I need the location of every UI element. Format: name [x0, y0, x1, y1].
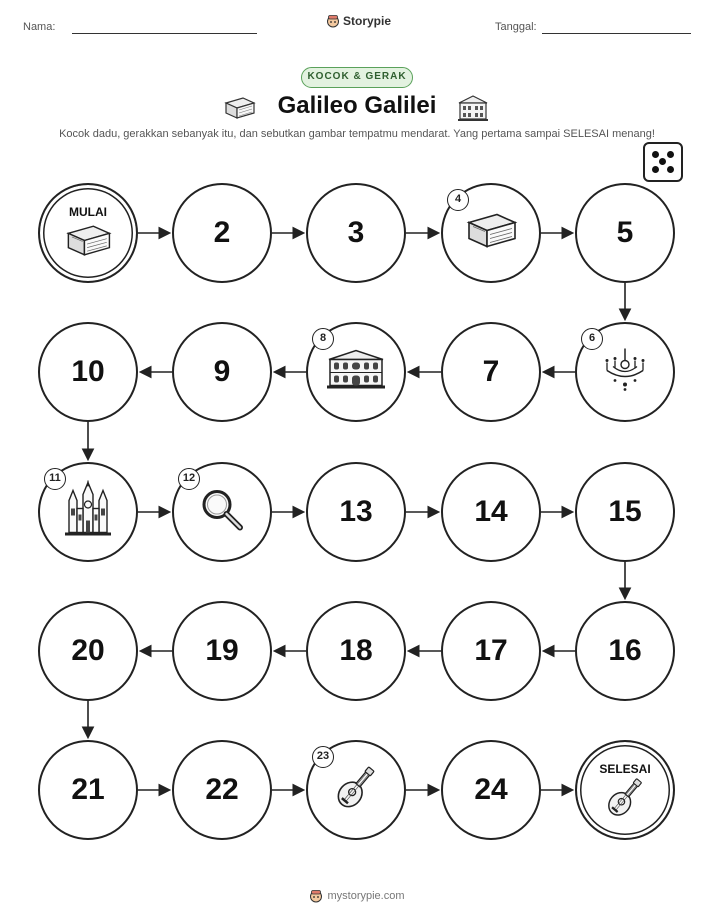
board-space-21	[38, 740, 138, 840]
space-number: 16	[608, 634, 642, 667]
space-number: 3	[347, 216, 365, 249]
board-space-22	[172, 740, 272, 840]
footer-site: mystorypie.com	[327, 890, 405, 902]
cathedral-icon	[62, 481, 114, 544]
space-number: 20	[71, 634, 105, 667]
space-number-badge: 6	[581, 328, 603, 350]
board-space-9	[172, 322, 272, 422]
board-space-16	[575, 601, 675, 701]
board-space-15	[575, 462, 675, 562]
space-number: 24	[474, 773, 508, 806]
activity-badge: KOCOK & GERAK	[301, 67, 413, 88]
page-title: Galileo Galilei	[277, 92, 437, 119]
space-number: 13	[339, 495, 373, 528]
board-space-17	[441, 601, 541, 701]
space-number-badge: 4	[447, 189, 469, 211]
palace-icon	[325, 348, 387, 397]
space-number: 21	[71, 773, 105, 806]
space-number-badge: 12	[178, 468, 200, 490]
board-space-4	[441, 183, 541, 283]
start-space	[38, 183, 138, 283]
space-number: 7	[482, 355, 500, 388]
board-space-19	[172, 601, 272, 701]
board-space-7	[441, 322, 541, 422]
brand-name: Storypie	[343, 14, 392, 28]
space-number: 9	[213, 355, 231, 388]
board-space-6	[575, 322, 675, 422]
name-label: Nama:	[23, 21, 56, 33]
space-number-badge: 23	[312, 746, 334, 768]
instructions: Kocok dadu, gerakkan sebanyak itu, dan sebutkan gambar tempatmu mendarat. Yang pertama sampai SELESAI menang!	[59, 128, 655, 140]
lute-icon	[603, 772, 647, 827]
space-number: 18	[339, 634, 373, 667]
board-space-10	[38, 322, 138, 422]
space-number: 5	[616, 216, 634, 249]
lute-icon	[332, 763, 380, 818]
board-space-18	[306, 601, 406, 701]
footer	[0, 889, 714, 903]
board-space-8	[306, 322, 406, 422]
magnifying-glass-icon	[198, 486, 246, 539]
space-number: 10	[71, 355, 105, 388]
start-label: MULAI	[69, 205, 107, 219]
storypie-mascot-icon	[309, 889, 323, 903]
board-space-24	[441, 740, 541, 840]
board-space-12	[172, 462, 272, 562]
board-space-3	[306, 183, 406, 283]
book-icon	[463, 209, 519, 258]
board-space-11	[38, 462, 138, 562]
finish-space	[575, 740, 675, 840]
board-space-5	[575, 183, 675, 283]
space-number: 2	[213, 216, 231, 249]
board-space-23	[306, 740, 406, 840]
board-space-20	[38, 601, 138, 701]
space-number: 17	[474, 634, 508, 667]
board-space-13	[306, 462, 406, 562]
space-number: 19	[205, 634, 239, 667]
space-number: 15	[608, 495, 642, 528]
space-number: 14	[474, 495, 508, 528]
chandelier-icon	[603, 347, 647, 398]
finish-label: SELESAI	[599, 762, 651, 776]
space-number-badge: 11	[44, 468, 66, 490]
space-number: 22	[205, 773, 239, 806]
board-space-14	[441, 462, 541, 562]
board-space-2	[172, 183, 272, 283]
date-label: Tanggal:	[495, 21, 537, 33]
book-icon	[63, 218, 113, 267]
space-number-badge: 8	[312, 328, 334, 350]
